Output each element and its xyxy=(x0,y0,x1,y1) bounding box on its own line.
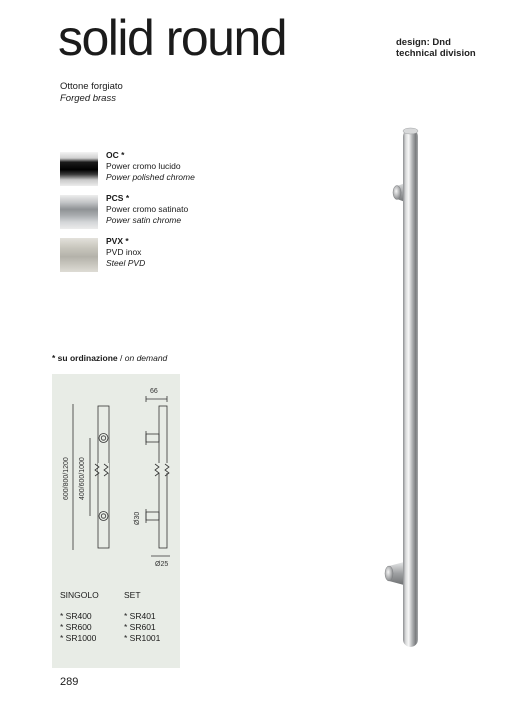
finish-name-it: PVD inox xyxy=(106,247,142,257)
codes-singolo xyxy=(60,590,99,644)
finish-code: OC * xyxy=(106,150,125,160)
side-view-bar xyxy=(155,406,169,548)
finish-name-en: Steel PVD xyxy=(106,258,146,268)
side-view-post-top xyxy=(146,431,159,445)
finish-code: PVX * xyxy=(106,236,129,246)
dim-label-post-diameter: Ø30 xyxy=(134,511,141,525)
order-note-separator: / xyxy=(117,353,125,363)
code-item: * SR401 xyxy=(124,611,156,621)
page-title: solid round xyxy=(58,10,287,66)
dim-label-inner: 400/600/1000 xyxy=(79,457,86,500)
dim-label-outer: 600/800/1200 xyxy=(63,457,70,500)
design-credit-line-2: technical division xyxy=(396,48,476,59)
finish-name-it: Power cromo satinato xyxy=(106,204,189,214)
dim-label-projection: 66 xyxy=(150,388,158,395)
code-item: * SR400 xyxy=(60,611,92,621)
order-note-it: * su ordinazione xyxy=(52,353,118,363)
front-view-bar xyxy=(95,406,109,548)
code-item: * SR601 xyxy=(124,622,156,632)
side-view-post-bottom xyxy=(146,509,159,523)
codes-set-heading: SET xyxy=(124,590,141,600)
code-item: * SR600 xyxy=(60,622,92,632)
finish-name-en: Power polished chrome xyxy=(106,172,195,182)
code-item: * SR1000 xyxy=(60,633,97,643)
page-number: 289 xyxy=(60,676,79,688)
finish-name-en: Power satin chrome xyxy=(106,215,182,225)
material-it: Ottone forgiato xyxy=(60,81,123,92)
code-item: * SR1001 xyxy=(124,633,161,643)
order-note-en: on demand xyxy=(124,353,168,363)
finish-code: PCS * xyxy=(106,193,130,203)
design-credit-line-1: design: Dnd xyxy=(396,37,451,48)
codes-set xyxy=(124,590,160,644)
material-en: Forged brass xyxy=(60,93,116,104)
finish-name-it: Power cromo lucido xyxy=(106,161,181,171)
codes-singolo-heading: SINGOLO xyxy=(60,590,99,600)
dim-label-bar-diameter: Ø25 xyxy=(155,561,169,568)
